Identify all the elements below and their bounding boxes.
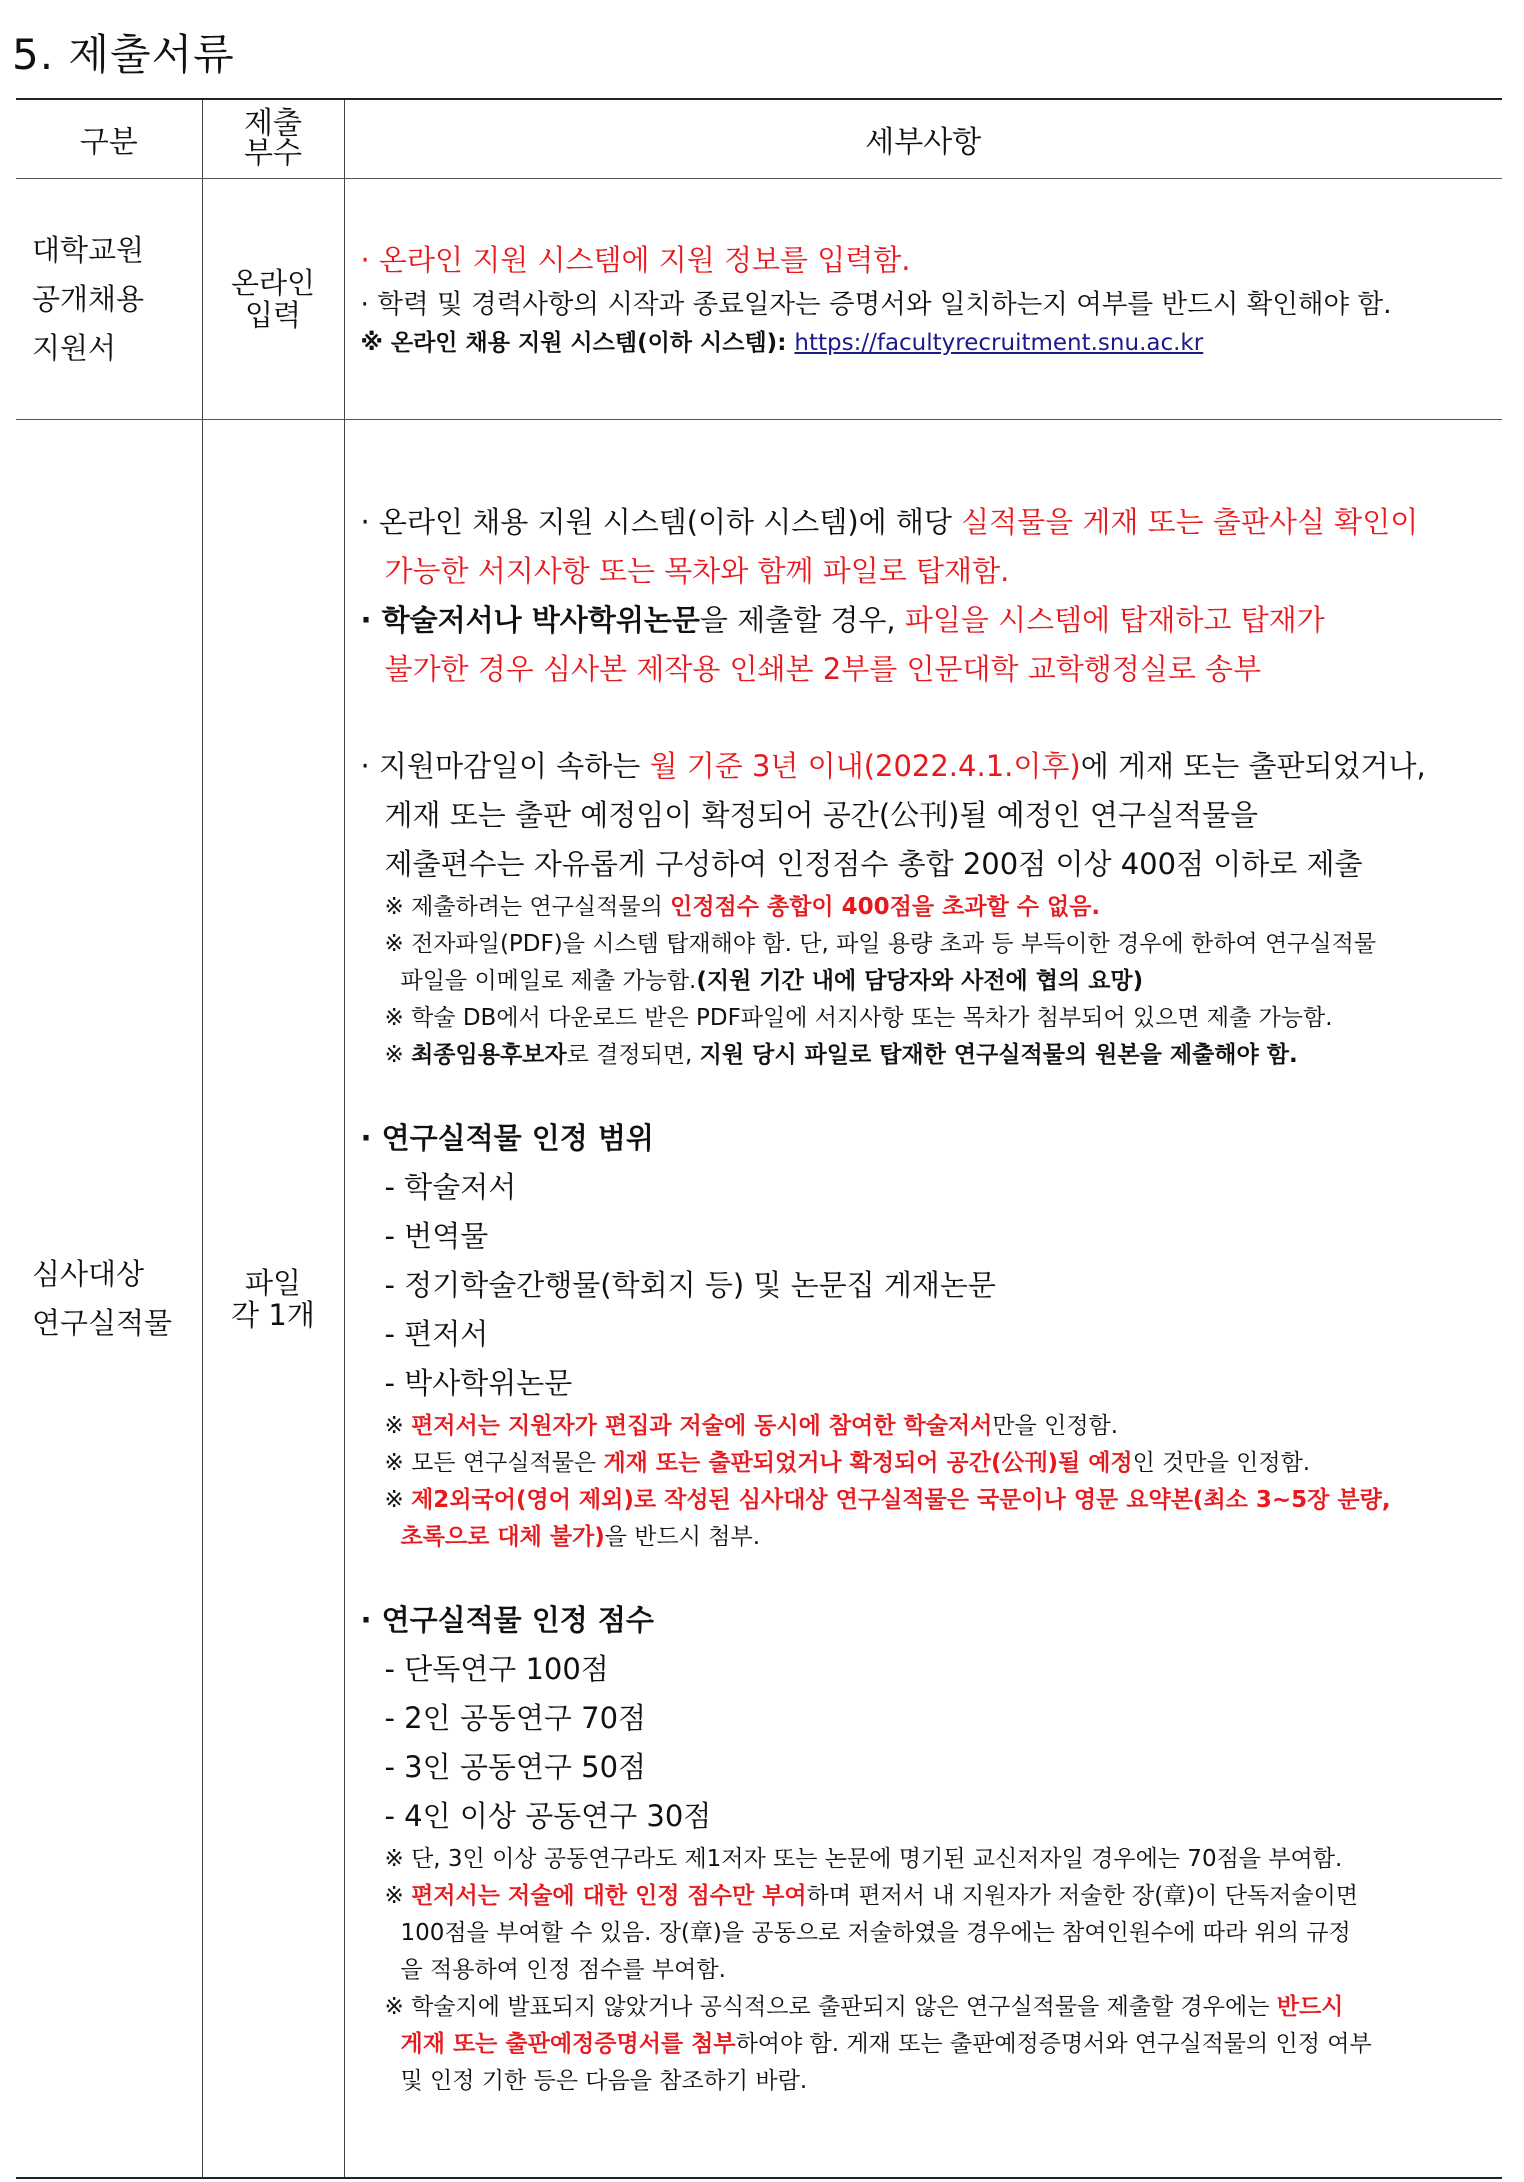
category-line: 대학교원	[32, 232, 145, 267]
scope-item: - 편저서	[384, 1316, 489, 1351]
note-foreign-language	[361, 1482, 1489, 1519]
header-category: 구분	[16, 99, 202, 179]
text-run: 인 것만을 인정함.	[1132, 1449, 1311, 1476]
text-run-bold: 최종임용후보자	[411, 1041, 567, 1068]
table-header-row	[16, 99, 1502, 179]
bullet-date-check: · 학력 및 경력사항의 시작과 종료일자는 증명서와 일치하는지 여부를 반드시 확인해야 함.	[360, 289, 1392, 320]
scope-item: - 학술저서	[384, 1169, 517, 1204]
text-run: 만을 인정함.	[992, 1412, 1119, 1439]
text-run-bold: · 학술저서나 박사학위논문	[360, 602, 700, 637]
text-run: 로 결정되면,	[566, 1041, 700, 1068]
note-pdf-upload: ※ 전자파일(PDF)을 시스템 탑재해야 함. 단, 파일 용량 초과 등 부득이한 경우에 한하여 연구실적물	[384, 930, 1377, 957]
text-run: ※	[384, 1041, 412, 1068]
text-run-red-bold: 초록으로 대체 불가)	[400, 1523, 605, 1550]
count-line: 각 1개	[231, 1297, 315, 1332]
note-edited-score	[361, 1878, 1489, 1915]
documents-table	[16, 98, 1502, 2179]
note-foreign-language-cont	[361, 1519, 1489, 1556]
text-run: ※ 제출하려는 연구실적물의	[384, 893, 671, 920]
count-application	[202, 179, 344, 420]
note-unpublished-cont2: 및 인정 기한 등은 다음을 참조하기 바람.	[400, 2067, 808, 2094]
score-item: - 4인 이상 공동연구 30점	[384, 1798, 712, 1833]
text-run: 을 제출할 경우,	[699, 602, 905, 637]
text-run: 을 반드시 첨부.	[604, 1523, 761, 1550]
para-upload-cont: 가능한 서지사항 또는 목차와 함께 파일로 탑재함.	[384, 553, 1010, 588]
score-title: · 연구실적물 인정 점수	[360, 1602, 654, 1637]
note-score-limit	[361, 889, 1489, 926]
note-published-only	[361, 1445, 1489, 1482]
note-edited-score-cont1: 100점을 부여할 수 있음. 장(章)을 공동으로 저술하였을 경우에는 참여인원수에 따라 위의 규정	[400, 1919, 1351, 1946]
text-run-red: 월 기준 3년 이내(2022.4.1.이후)	[649, 748, 1081, 783]
text-run-red-bold: 편저서는 저술에 대한 인정 점수만 부여	[411, 1882, 807, 1909]
text-run-red-bold: 제2외국어(영어 제외)로 작성된 심사대상 연구실적물은 국문이나 영문 요약본(최소 3~5장 분량,	[411, 1486, 1391, 1513]
note-unpublished	[361, 1989, 1489, 2026]
text-run: ※	[384, 1412, 412, 1439]
scope-item: - 박사학위논문	[384, 1365, 573, 1400]
para-deadline	[361, 742, 1489, 791]
details-research	[344, 420, 1502, 2179]
table-row-application	[16, 179, 1502, 420]
text-run: ※ 학술지에 발표되지 않았거나 공식적으로 출판되지 않은 연구실적물을 제출할 경우에는	[384, 1993, 1277, 2020]
bullet-online-input: · 온라인 지원 시스템에 지원 정보를 입력함.	[360, 243, 911, 277]
para-deadline-cont2: 제출편수는 자유롭게 구성하여 인정점수 총합 200점 이상 400점 이하로 제출	[384, 846, 1363, 881]
category-research	[16, 420, 202, 2179]
header-count	[202, 99, 344, 179]
text-run-red-bold: 인정점수 총합이 400점을 초과할 수 없음.	[670, 893, 1101, 920]
details-application	[344, 179, 1502, 420]
text-run-red-bold: 편저서는 지원자가 편집과 저술에 동시에 참여한 학술저서	[411, 1412, 993, 1439]
note-edited-book	[361, 1408, 1489, 1445]
text-run: · 온라인 채용 지원 시스템(이하 시스템)에 해당	[360, 504, 962, 539]
note-db-download: ※ 학술 DB에서 다운로드 받은 PDF파일에 서지사항 또는 목차가 첨부되어 있으면 제출 가능함.	[384, 1004, 1333, 1031]
note-final-candidate	[361, 1037, 1489, 1074]
category-line: 공개채용	[32, 281, 145, 316]
text-run-red-bold: 게재 또는 출판예정증명서를 첨부	[400, 2030, 736, 2057]
para-book-submit-cont: 불가한 경우 심사본 제작용 인쇄본 2부를 인문대학 교학행정실로 송부	[384, 651, 1262, 686]
text-run: 하며 편저서 내 지원자가 저술한 장(章)이 단독저술이면	[806, 1882, 1359, 1909]
header-count-line2: 부수	[244, 136, 302, 171]
para-book-submit	[361, 596, 1489, 645]
note-pdf-upload-cont	[361, 963, 1489, 1000]
count-line: 입력	[244, 298, 302, 332]
text-run-red-bold: 반드시	[1276, 1993, 1344, 2020]
scope-item: - 번역물	[384, 1218, 489, 1253]
note-edited-score-cont2: 을 적용하여 인정 점수를 부여함.	[400, 1956, 726, 1983]
text-run-red-bold: 게재 또는 출판되었거나 확정되어 공간(公刊)될 예정	[603, 1449, 1133, 1476]
note-system-url	[361, 325, 1489, 362]
category-application	[16, 179, 202, 420]
text-run: ※	[384, 1486, 412, 1513]
table-row-research	[16, 420, 1502, 2179]
count-research	[202, 420, 344, 2179]
text-run: 에 게재 또는 출판되었거나,	[1080, 748, 1426, 783]
para-deadline-cont1: 게재 또는 출판 예정임이 확정되어 공간(公刊)될 예정인 연구실적물을	[384, 797, 1259, 832]
note-system-label: ※ 온라인 채용 지원 시스템(이하 시스템):	[360, 330, 795, 356]
score-item: - 3인 공동연구 50점	[384, 1749, 647, 1784]
para-upload	[361, 498, 1489, 547]
count-line: 온라인	[230, 266, 316, 300]
text-run: · 지원마감일이 속하는	[360, 748, 650, 783]
scope-item: - 정기학술간행물(학회지 등) 및 논문집 게재논문	[384, 1267, 996, 1302]
text-run-bold: (지원 기간 내에 담당자와 사전에 협의 요망)	[696, 967, 1144, 994]
note-unpublished-cont1	[361, 2026, 1489, 2063]
text-run-bold: 지원 당시 파일로 탑재한 연구실적물의 원본을 제출해야 함.	[699, 1041, 1298, 1068]
count-line: 파일	[244, 1265, 302, 1300]
text-run-red: 실적물을 게재 또는 출판사실 확인이	[961, 504, 1419, 539]
category-line: 심사대상	[32, 1256, 145, 1291]
text-run-red: 파일을 시스템에 탑재하고 탑재가	[904, 602, 1325, 637]
scope-title: · 연구실적물 인정 범위	[360, 1120, 654, 1155]
text-run: 파일을 이메일로 제출 가능함.	[400, 967, 697, 994]
category-line: 연구실적물	[32, 1305, 173, 1340]
category-line: 지원서	[32, 330, 117, 365]
note-coauthor: ※ 단, 3인 이상 공동연구라도 제1저자 또는 논문에 명기된 교신저자일 경우에는 70점을 부여함.	[384, 1845, 1343, 1872]
section-title: 5. 제출서류	[12, 30, 235, 79]
score-item: - 2인 공동연구 70점	[384, 1700, 647, 1735]
header-count-line1: 제출	[244, 106, 302, 141]
text-run: ※	[384, 1882, 412, 1909]
text-run: 하여야 함. 게재 또는 출판예정증명서와 연구실적물의 인정 여부	[735, 2030, 1372, 2057]
system-url-link[interactable]: https://facultyrecruitment.snu.ac.kr	[794, 330, 1204, 356]
header-details: 세부사항	[344, 99, 1502, 179]
text-run: ※ 모든 연구실적물은	[384, 1449, 604, 1476]
score-item: - 단독연구 100점	[384, 1651, 609, 1686]
